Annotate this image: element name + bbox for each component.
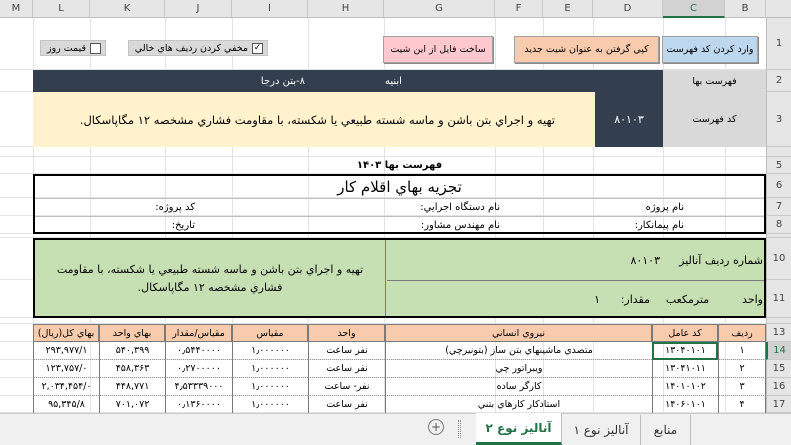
row-header-15[interactable]: 15 bbox=[766, 360, 791, 378]
insert-price-list-button[interactable]: وارد کردن کد فهرست bbox=[662, 36, 758, 63]
project-name-label: نام پروژه bbox=[645, 202, 684, 213]
hide-empty-rows-label: مخفي کردن رديف هاي خالي bbox=[134, 42, 248, 54]
cell-code[interactable]: ۱۴۰۱۰۱۰۲ bbox=[652, 378, 718, 396]
cell-row[interactable]: ۳ bbox=[718, 378, 766, 396]
tab-sources[interactable]: منابع bbox=[641, 415, 691, 445]
cell-total-price[interactable]: ۲,۰۳۴,۴۵۴/۰ bbox=[33, 378, 99, 396]
cell-measure[interactable]: ۱٫۰۰۰۰۰۰ bbox=[232, 396, 308, 414]
code-label: کد فهرست bbox=[663, 92, 766, 147]
cell-unit-price[interactable]: ۵۴۰,۳۹۹ bbox=[99, 342, 165, 360]
cell-unit-price[interactable]: ۴۴۸,۷۷۱ bbox=[99, 378, 165, 396]
cell-unit[interactable]: نفر ساعت bbox=[308, 360, 385, 378]
header-description: تهيه و اجراي بتن باشن و ماسه شسته طبيعي يا شکسته، با مقاومت فشاري مشخصه ۱۲ مگاپاسکال. bbox=[33, 92, 595, 147]
row-header-3[interactable]: 3 bbox=[766, 92, 791, 147]
analysis-quantity-value: ۱ bbox=[594, 292, 600, 306]
column-header-j[interactable]: J bbox=[165, 0, 232, 18]
col-header-total-price: بهاي کل(ريال) bbox=[33, 324, 99, 342]
column-header-h[interactable]: H bbox=[308, 0, 384, 18]
cell-labor[interactable]: متصدي ماشينهاي بتن ساز (بتونيرچي) bbox=[385, 342, 652, 360]
year-title: فهرست بها ۱۴۰۳ bbox=[356, 159, 443, 171]
column-header-g[interactable]: G bbox=[384, 0, 495, 18]
cell-total-price[interactable]: ۱۲۳,۷۵۷/۰ bbox=[33, 360, 99, 378]
col-header-labor: نيروي انساني bbox=[385, 324, 652, 342]
add-sheet-button[interactable] bbox=[428, 419, 444, 435]
cell-row[interactable]: ۴ bbox=[718, 396, 766, 414]
cell-total-price[interactable]: ۹۵,۳۴۵/۸ bbox=[33, 396, 99, 414]
row-header-4[interactable] bbox=[766, 147, 791, 157]
checkbox-checked-icon[interactable]: ✓ bbox=[253, 42, 262, 53]
cell-code[interactable]: ۱۳۰۴۰۱۰۱ bbox=[652, 342, 718, 360]
cell-unit[interactable]: نفر- ساعت bbox=[308, 378, 385, 396]
checkbox-empty-icon[interactable] bbox=[90, 43, 101, 54]
column-header-k[interactable]: K bbox=[90, 0, 165, 18]
column-header-c[interactable]: C bbox=[663, 0, 725, 18]
code-value: ۸۰۱۰۳ bbox=[595, 92, 663, 147]
project-code-label: کد پروژه: bbox=[155, 202, 195, 213]
hide-empty-rows-checkbox[interactable] bbox=[128, 40, 268, 56]
cell-code[interactable]: ۱۴۰۶۰۱۰۱ bbox=[652, 396, 718, 414]
cell-measure-qty[interactable]: ۴٫۵۳۳۳۹۰۰۰ bbox=[165, 378, 232, 396]
col-header-code: کد عامل bbox=[652, 324, 718, 342]
cell-measure-qty[interactable]: ۰٫۱۳۶۰۰۰۰ bbox=[165, 396, 232, 414]
analysis-row-value: ۸۰۱۰۳ bbox=[630, 253, 660, 267]
cell-unit[interactable]: نفر ساعت bbox=[308, 396, 385, 414]
row-header-17[interactable]: 17 bbox=[766, 396, 791, 413]
row-header-5[interactable]: 5 bbox=[766, 157, 791, 174]
price-list-label: فهرست بها bbox=[663, 70, 766, 92]
analysis-description: تهيه و اجراي بتن باشن و ماسه شسته طبيعي يا شکسته، با مقاومت فشاري مشخصه ۱۲ مگاپاسکال. bbox=[56, 263, 364, 294]
cell-measure[interactable]: ۱٫۰۰۰۰۰۰ bbox=[232, 360, 308, 378]
copy-as-new-sheet-button[interactable]: کپي گرفتن به عنوان شيت جديد bbox=[514, 36, 659, 63]
select-all-corner[interactable] bbox=[766, 0, 791, 18]
row-header-13[interactable]: 13 bbox=[766, 324, 791, 342]
tab-analysis-1[interactable]: آناليز نوع ۱ bbox=[562, 415, 641, 445]
row-header-2[interactable]: 2 bbox=[766, 70, 791, 92]
column-header-b[interactable]: B bbox=[725, 0, 766, 18]
cell-unit[interactable]: نفر ساعت bbox=[308, 342, 385, 360]
tabs-splitter[interactable] bbox=[458, 420, 461, 438]
row-header-8[interactable]: 8 bbox=[766, 216, 791, 234]
cell-unit-price[interactable]: ۴۵۸,۳۶۳ bbox=[99, 360, 165, 378]
cell-measure-qty[interactable]: ۰٫۲۷۰۰۰۰۰ bbox=[165, 360, 232, 378]
row-header-1[interactable]: 1 bbox=[766, 18, 791, 70]
col-header-measure: مقياس bbox=[232, 324, 308, 342]
cell-measure[interactable]: ۱٫۰۰۰۰۰۰ bbox=[232, 378, 308, 396]
executor-label: نام دستگاه اجرايي: bbox=[420, 202, 500, 213]
col-header-row: رديف bbox=[718, 324, 766, 342]
tab-analysis-2[interactable]: آناليز نوع ۲ bbox=[476, 413, 562, 445]
price-list-value: ابنيه bbox=[385, 70, 663, 92]
date-label: تاريخ: bbox=[171, 219, 195, 231]
column-header-e[interactable]: E bbox=[543, 0, 593, 18]
col-header-unit: واحد bbox=[308, 324, 385, 342]
cell-unit-price[interactable]: ۷۰۱,۰۷۲ bbox=[99, 396, 165, 414]
price-label: قيمت روز bbox=[46, 42, 86, 54]
make-file-from-sheet-button[interactable]: ساخت فايل از اين شيت bbox=[383, 36, 493, 63]
cell-labor[interactable]: ويبراتور چي bbox=[385, 360, 652, 378]
row-header-16[interactable]: 16 bbox=[766, 378, 791, 396]
contractor-label: نام پيمانکار: bbox=[634, 219, 684, 231]
row-header-6[interactable]: 6 bbox=[766, 174, 791, 198]
row-header-7[interactable]: 7 bbox=[766, 198, 791, 216]
cell-labor[interactable]: استادکار کارهاي بتني bbox=[385, 396, 652, 414]
cell-row[interactable]: ۱ bbox=[718, 342, 766, 360]
row-header-14[interactable]: 14 bbox=[766, 342, 791, 360]
column-header-l[interactable]: L bbox=[33, 0, 90, 18]
price-checkbox[interactable] bbox=[40, 40, 106, 56]
column-header-d[interactable]: D bbox=[593, 0, 663, 18]
cell-row[interactable]: ۲ bbox=[718, 360, 766, 378]
column-header-f[interactable]: F bbox=[495, 0, 543, 18]
consultant-label: نام مهندس مشاور: bbox=[420, 219, 500, 231]
cell-code[interactable]: ۱۳۰۴۱۰۱۱ bbox=[652, 360, 718, 378]
row-header-10[interactable]: 10 bbox=[766, 238, 791, 280]
analysis-unit-label: واحد bbox=[742, 292, 763, 306]
grade-value: ۸-بتن درجا bbox=[33, 70, 385, 92]
row-header-11[interactable]: 11 bbox=[766, 280, 791, 318]
col-header-measure-qty: مقياس/مقدار bbox=[165, 324, 232, 342]
analysis-row-label: شماره رديف آناليز bbox=[679, 253, 763, 267]
main-title: تجزيه بهاي اقلام کار bbox=[337, 178, 462, 196]
cell-measure[interactable]: ۱٫۰۰۰۰۰۰ bbox=[232, 342, 308, 360]
column-header-m[interactable]: M bbox=[0, 0, 33, 18]
cell-total-price[interactable]: ۲۹۳,۹۷۷/۱ bbox=[33, 342, 99, 360]
column-header-i[interactable]: I bbox=[232, 0, 308, 18]
analysis-quantity-label: مقدار: bbox=[620, 292, 650, 306]
cell-measure-qty[interactable]: ۰٫۵۴۴۰۰۰۰ bbox=[165, 342, 232, 360]
analysis-unit-value: مترمکعب bbox=[665, 292, 710, 306]
plus-icon: + bbox=[430, 420, 442, 434]
cell-labor[interactable]: کارگر ساده bbox=[385, 378, 652, 396]
col-header-unit-price: بهاي واحد bbox=[99, 324, 165, 342]
